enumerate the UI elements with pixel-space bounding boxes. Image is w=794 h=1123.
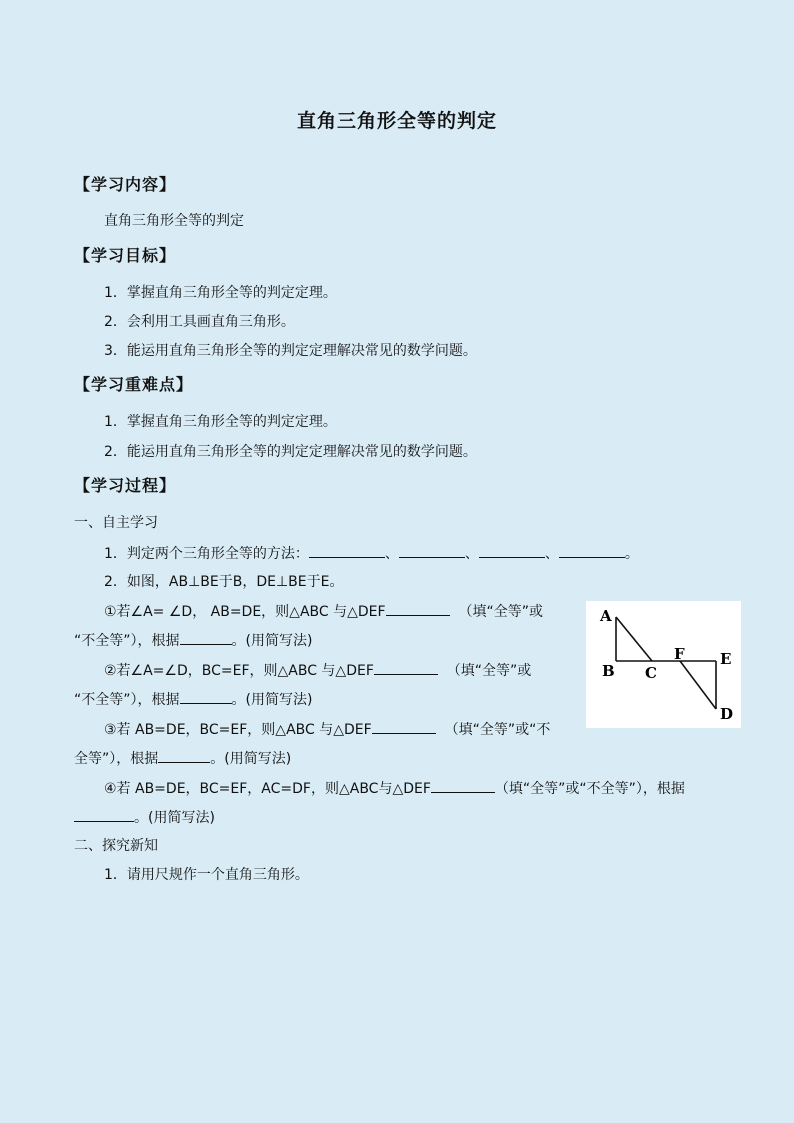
answer-blank[interactable] (180, 689, 232, 704)
goal-item: 1．掌握直角三角形全等的判定定理。 (104, 285, 337, 301)
segment-fd (680, 661, 716, 709)
key-point-item: 2．能运用直角三角形全等的判定定理解决常见的数学问题。 (104, 444, 477, 460)
answer-blank[interactable] (309, 543, 385, 558)
case-4-line-1: ④若 AB=DE，BC=EF，AC=DF，则△ABC与△DEF （填“全等”或“不全等”），根据 (104, 778, 685, 799)
goal-item: 3．能运用直角三角形全等的判定定理解决常见的数学问题。 (104, 343, 477, 359)
case-2-line-2: “不全等”），根据 。(用简写法) (74, 689, 312, 710)
label-f: F (674, 645, 685, 663)
case-1-line-1: ①若∠A= ∠D， AB=DE，则△ABC 与△DEF （填“全等”或 (104, 601, 543, 622)
key-point-item: 1．掌握直角三角形全等的判定定理。 (104, 414, 337, 430)
content-text: 直角三角形全等的判定 (104, 213, 244, 229)
content-heading: 【学习内容】 (74, 175, 177, 194)
case-4-line-2: 。(用简写法) (74, 807, 215, 828)
question-1-prefix: 1．判定两个三角形全等的方法： (104, 546, 309, 562)
label-a: A (600, 607, 612, 625)
answer-blank[interactable] (479, 543, 545, 558)
separator: 、 (544, 546, 559, 562)
process-heading: 【学习过程】 (74, 476, 177, 495)
answer-blank[interactable] (374, 660, 438, 675)
self-study-heading: 一、自主学习 (74, 515, 158, 531)
label-c: C (645, 664, 657, 682)
question-2: 2．如图，AB⊥BE于B，DE⊥BE于E。 (104, 574, 344, 590)
triangle-figure (586, 601, 741, 728)
label-e: E (720, 650, 732, 668)
separator: 、 (384, 546, 399, 562)
answer-blank[interactable] (74, 807, 134, 822)
triangle-diagram (586, 601, 741, 728)
goals-heading: 【学习目标】 (74, 246, 177, 265)
end-mark: 。 (624, 546, 639, 562)
answer-blank[interactable] (559, 543, 625, 558)
key-points-heading: 【学习重难点】 (74, 375, 194, 394)
case-3-line-1: ③若 AB=DE，BC=EF，则△ABC 与△DEF （填“全等”或“不 (104, 719, 550, 740)
answer-blank[interactable] (158, 748, 210, 763)
answer-blank[interactable] (372, 719, 436, 734)
explore-heading: 二、探究新知 (74, 838, 158, 854)
label-d: D (720, 705, 734, 723)
case-2-line-1: ②若∠A=∠D，BC=EF，则△ABC 与△DEF （填“全等”或 (104, 660, 531, 681)
page-title: 直角三角形全等的判定 (296, 110, 497, 132)
answer-blank[interactable] (386, 601, 450, 616)
segment-ac (616, 617, 652, 661)
label-b: B (602, 662, 615, 680)
case-3-line-2: 全等”），根据 。(用简写法) (74, 748, 291, 769)
case-1-line-2: “不全等”），根据 。(用简写法) (74, 630, 312, 651)
answer-blank[interactable] (431, 778, 495, 793)
explore-question-1: 1．请用尺规作一个直角三角形。 (104, 867, 309, 883)
separator: 、 (464, 546, 479, 562)
answer-blank[interactable] (399, 543, 465, 558)
answer-blank[interactable] (180, 630, 232, 645)
question-1 (104, 543, 639, 564)
goal-item: 2．会利用工具画直角三角形。 (104, 314, 295, 330)
